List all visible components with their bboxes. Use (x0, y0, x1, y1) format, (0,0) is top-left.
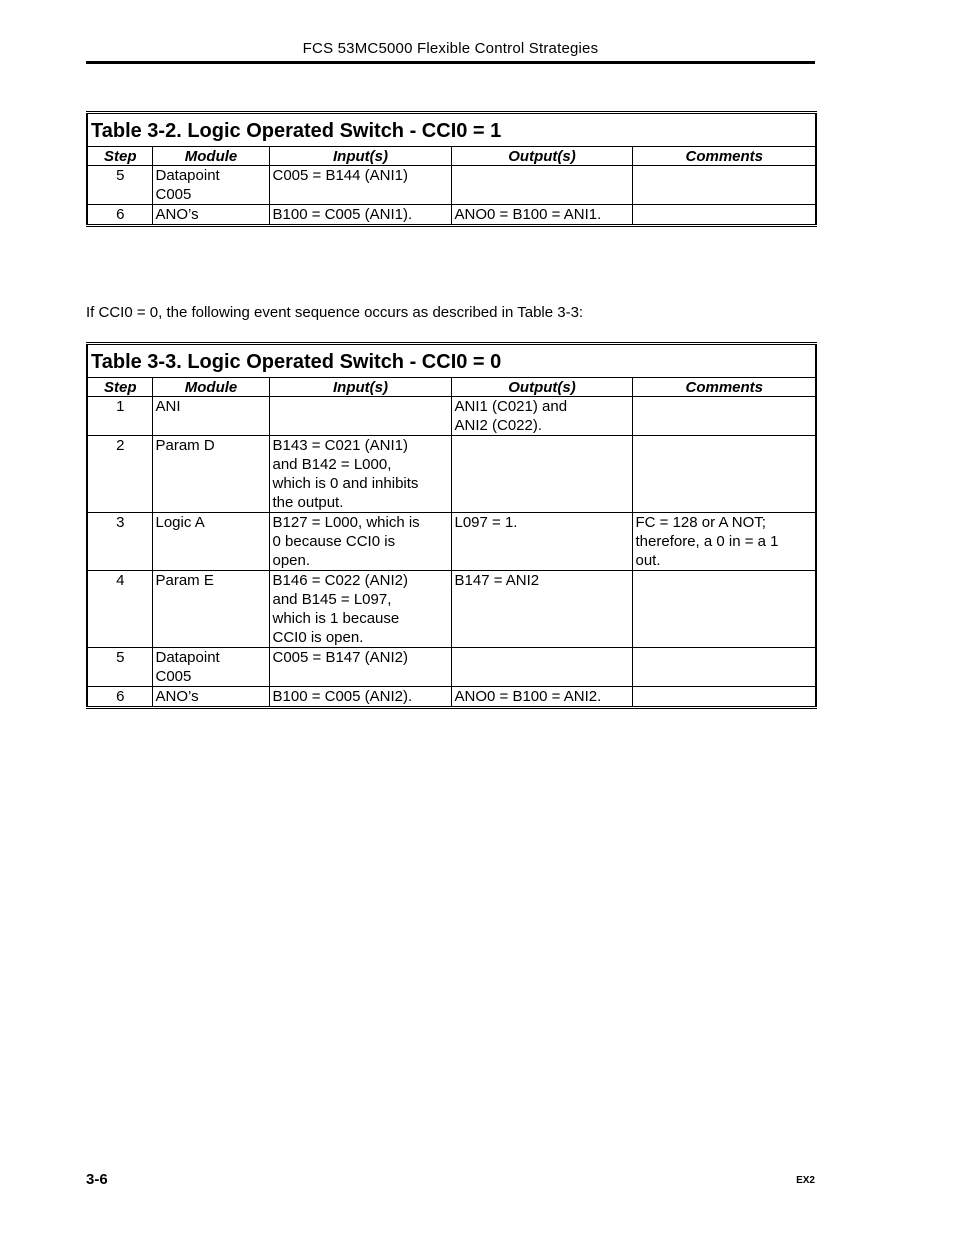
table-row (87, 687, 816, 708)
col-header-outputs: Output(s) (451, 378, 632, 397)
logic-table-cci0-1 (86, 111, 817, 227)
col-header-module: Module (152, 378, 269, 397)
cell-input: C005 = B147 (ANI2) (269, 648, 451, 687)
cell-module: ANI (152, 397, 269, 436)
cell-input (269, 397, 451, 436)
cell-module: Datapoint C005 (152, 648, 269, 687)
cell-comments (632, 205, 816, 226)
cell-module: Logic A (152, 513, 269, 571)
logic-table-cci0-0 (86, 342, 817, 709)
table-body (87, 397, 816, 708)
cell-output: B147 = ANI2 (451, 571, 632, 648)
table-title: Table 3-2. Logic Operated Switch - CCI0 = 1 (87, 113, 816, 147)
cell-output (451, 648, 632, 687)
table-row (87, 166, 816, 205)
table-row (87, 205, 816, 226)
cell-comments (632, 436, 816, 513)
cell-step: 4 (87, 571, 152, 648)
cell-comments: FC = 128 or A NOT; therefore, a 0 in = a 1 out. (632, 513, 816, 571)
cell-input: B146 = C022 (ANI2) and B145 = L097, which is 1 because CCI0 is open. (269, 571, 451, 648)
table-row (87, 436, 816, 513)
cell-module: ANO’s (152, 687, 269, 708)
table-row (87, 513, 816, 571)
cell-module: Param E (152, 571, 269, 648)
cell-comments (632, 687, 816, 708)
cell-input: B100 = C005 (ANI1). (269, 205, 451, 226)
col-header-comments: Comments (632, 147, 816, 166)
page-number: 3-6 (86, 1171, 108, 1188)
cell-step: 6 (87, 205, 152, 226)
table-3-3 (86, 342, 815, 709)
cell-output: ANO0 = B100 = ANI2. (451, 687, 632, 708)
cell-output: ANI1 (C021) and ANI2 (C022). (451, 397, 632, 436)
cell-step: 6 (87, 687, 152, 708)
col-header-inputs: Input(s) (269, 378, 451, 397)
cell-module: Datapoint C005 (152, 166, 269, 205)
table-title: Table 3-3. Logic Operated Switch - CCI0 = 0 (87, 344, 816, 378)
col-header-outputs: Output(s) (451, 147, 632, 166)
col-header-inputs: Input(s) (269, 147, 451, 166)
cell-step: 5 (87, 648, 152, 687)
table-3-2 (86, 111, 815, 227)
cell-input: C005 = B144 (ANI1) (269, 166, 451, 205)
cell-comments (632, 648, 816, 687)
cell-module: Param D (152, 436, 269, 513)
col-header-step: Step (87, 147, 152, 166)
cell-comments (632, 166, 816, 205)
col-header-step: Step (87, 378, 152, 397)
cell-input: B143 = C021 (ANI1) and B142 = L000, which is 0 and inhibits the output. (269, 436, 451, 513)
running-header: FCS 53MC5000 Flexible Control Strategies (302, 40, 599, 57)
cell-step: 5 (87, 166, 152, 205)
cell-comments (632, 571, 816, 648)
table-body (87, 166, 816, 226)
header-rule (86, 61, 815, 64)
cell-step: 2 (87, 436, 152, 513)
table-row (87, 571, 816, 648)
document-code: EX2 (796, 1175, 815, 1186)
body-paragraph: If CCI0 = 0, the following event sequence occurs as described in Table 3-3: (86, 304, 584, 321)
col-header-comments: Comments (632, 378, 816, 397)
cell-output (451, 166, 632, 205)
cell-output: ANO0 = B100 = ANI1. (451, 205, 632, 226)
table-row (87, 397, 816, 436)
cell-input: B127 = L000, which is 0 because CCI0 is open. (269, 513, 451, 571)
cell-step: 1 (87, 397, 152, 436)
cell-output: L097 = 1. (451, 513, 632, 571)
col-header-module: Module (152, 147, 269, 166)
cell-input: B100 = C005 (ANI2). (269, 687, 451, 708)
cell-step: 3 (87, 513, 152, 571)
table-row (87, 648, 816, 687)
cell-output (451, 436, 632, 513)
cell-module: ANO’s (152, 205, 269, 226)
cell-comments (632, 397, 816, 436)
